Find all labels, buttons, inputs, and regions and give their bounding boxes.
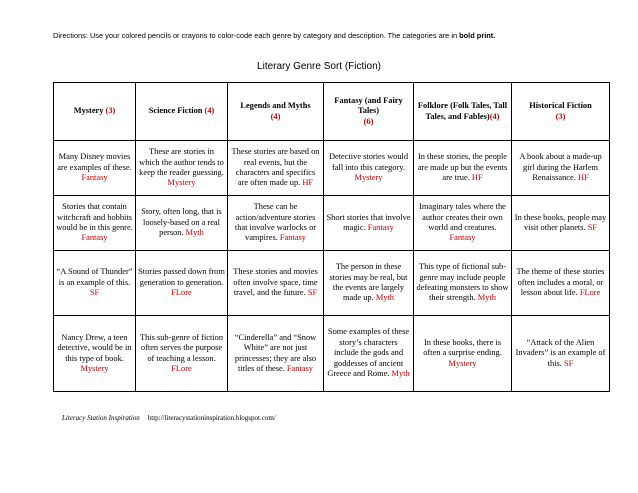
table-row bbox=[54, 141, 610, 196]
table-cell: These stories are based on real events, but the characters and specifics are often made up. HF bbox=[228, 141, 324, 196]
header-historical-fiction: Historical Fiction (3) bbox=[512, 83, 610, 141]
table-cell: A book about a made-up girl during the Harlem Renaissance. HF bbox=[512, 141, 610, 196]
table-cell: In these books, people may visit other planets. SF bbox=[512, 196, 610, 251]
table-cell: The person in these stories may be real, but the events are largely made up. Myth bbox=[324, 251, 414, 316]
table-row bbox=[54, 251, 610, 316]
table-cell: The theme of these stories often includes a moral, or lesson about life. FLore bbox=[512, 251, 610, 316]
directions-bold: bold print. bbox=[459, 31, 496, 40]
table-cell: Many Disney movies are examples of these. Fantasy bbox=[54, 141, 136, 196]
footer bbox=[62, 414, 276, 423]
footer-source: Literacy Station Inspiration bbox=[62, 414, 140, 422]
table-cell: This type of fictional sub-genre may include people defeating monsters to show their strength. Myth bbox=[414, 251, 512, 316]
table-cell: “Cinderella” and “Snow White” are not just princesses; they are also titles of these. Fantasy bbox=[228, 316, 324, 392]
genre-sort-table bbox=[53, 82, 610, 392]
table-cell: These can be action/adventure stories that involve warlocks or vampires. Fantasy bbox=[228, 196, 324, 251]
table-row bbox=[54, 196, 610, 251]
header-legends-myths: Legends and Myths (4) bbox=[228, 83, 324, 141]
directions-body: Directions: Use your colored pencils or crayons to color-code each genre by category and description. The categories are in bbox=[53, 31, 460, 40]
header-mystery: Mystery (3) bbox=[54, 83, 136, 141]
table-cell: In these stories, the people are made up but the events are true. HF bbox=[414, 141, 512, 196]
table-cell: In these books, there is often a surprise ending. Mystery bbox=[414, 316, 512, 392]
table-cell: Imaginary tales where the author creates their own world and creatures. Fantasy bbox=[414, 196, 512, 251]
table-cell: Stories that contain witchcraft and hobbits would be in this genre. Fantasy bbox=[54, 196, 136, 251]
header-row bbox=[54, 83, 610, 141]
table-row bbox=[54, 316, 610, 392]
table-cell: “Attack of the Alien Invaders” is an example of this. SF bbox=[512, 316, 610, 392]
table-cell: Some examples of these story’s characters include the gods and goddesses of ancient Greece and Rome. Myth bbox=[324, 316, 414, 392]
table-cell: “A Sound of Thunder” is an example of this. SF bbox=[54, 251, 136, 316]
table-cell: Story, often long, that is loosely-based on a real person. Myth bbox=[136, 196, 228, 251]
page-title: Literary Genre Sort (Fiction) bbox=[257, 61, 381, 72]
footer-url[interactable]: http://literacystationinspiration.blogspot.com/ bbox=[147, 414, 276, 422]
header-science-fiction: Science Fiction (4) bbox=[136, 83, 228, 141]
table-cell: Nancy Drew, a teen detective, would be in this type of book. Mystery bbox=[54, 316, 136, 392]
header-folklore: Folklore (Folk Tales, Tall Tales, and Fables)(4) bbox=[414, 83, 512, 141]
table-cell: These are stories in which the author tends to keep the reader guessing. Mystery bbox=[136, 141, 228, 196]
table-cell: Stories passed down from generation to generation. FLore bbox=[136, 251, 228, 316]
table-cell: These stories and movies often involve space, time travel, and the future. SF bbox=[228, 251, 324, 316]
table-cell: Short stories that involve magic. Fantasy bbox=[324, 196, 414, 251]
directions-text bbox=[53, 31, 613, 41]
table-cell: Detective stories would fall into this category. Mystery bbox=[324, 141, 414, 196]
header-fantasy: Fantasy (and Fairy Tales) (6) bbox=[324, 83, 414, 141]
table-cell: This sub-genre of fiction often serves the purpose of teaching a lesson. FLore bbox=[136, 316, 228, 392]
